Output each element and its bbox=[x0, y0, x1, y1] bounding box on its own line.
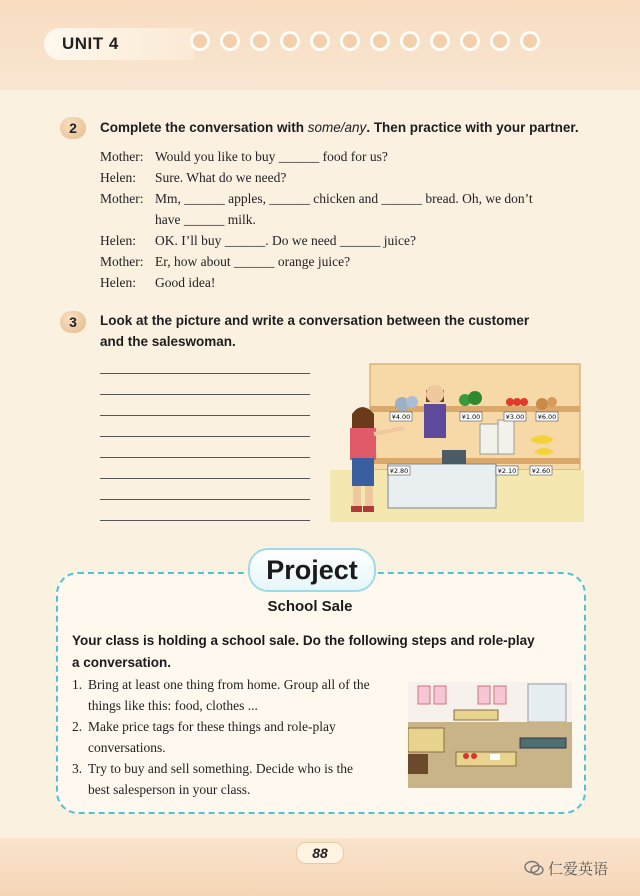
writing-line[interactable] bbox=[100, 478, 310, 479]
writing-line[interactable] bbox=[100, 499, 310, 500]
unit-title: UNIT 4 bbox=[62, 34, 119, 53]
step-item: 3. Try to buy and sell something. Decide who is the bbox=[72, 761, 353, 776]
project-intro: Your class is holding a school sale. Do the following steps and role-play a conversation. bbox=[72, 633, 535, 670]
utterance: OK. I’ll buy ______. Do we need ______ juice? bbox=[155, 233, 416, 248]
writing-line[interactable] bbox=[100, 415, 310, 416]
writing-line[interactable] bbox=[100, 457, 310, 458]
classroom-illustration bbox=[408, 682, 572, 788]
exercise-3-instruction-line1: Look at the picture and write a conversation between the customer bbox=[100, 313, 530, 328]
wechat-icon bbox=[524, 860, 544, 876]
shop-illustration bbox=[330, 362, 584, 522]
speaker: Mother: bbox=[100, 254, 144, 269]
dialogue-line bbox=[100, 146, 580, 167]
exercise-number-2: 2 bbox=[60, 117, 86, 139]
dialogue bbox=[100, 146, 580, 293]
writing-line[interactable] bbox=[100, 520, 310, 521]
writing-line[interactable] bbox=[100, 394, 310, 395]
utterance: Good idea! bbox=[155, 275, 216, 290]
project-title: Project bbox=[248, 548, 376, 592]
decorative-circles bbox=[190, 31, 540, 51]
price-tag: ¥3.00 bbox=[505, 413, 525, 421]
dialogue-line bbox=[100, 230, 580, 251]
price-tag: ¥2.60 bbox=[531, 467, 551, 475]
price-tag: ¥2.80 bbox=[389, 467, 409, 475]
exercise-2-instruction: Complete the conversation with some/any. Then practice with your partner. bbox=[100, 120, 579, 135]
price-tag: ¥6.00 bbox=[537, 413, 557, 421]
utterance: Er, how about ______ orange juice? bbox=[155, 254, 351, 269]
dialogue-line bbox=[100, 272, 580, 293]
watermark: 仁爱英语 bbox=[548, 860, 609, 878]
speaker: Helen: bbox=[100, 170, 136, 185]
project-steps: 1. Bring at least one thing from home. Group all of the things like this: food, clothes ... 2. Make price tags for these things and role-play conversations. 3. Try to buy and sell something. Decide who is the best salesperson in your class. bbox=[72, 674, 394, 800]
price-tag: ¥4.00 bbox=[391, 413, 411, 421]
dialogue-line bbox=[100, 167, 580, 188]
dialogue-line bbox=[100, 188, 580, 209]
speaker: Mother: bbox=[100, 149, 144, 164]
step-item: 2. Make price tags for these things and role-play bbox=[72, 719, 336, 734]
dialogue-line bbox=[100, 251, 580, 272]
writing-line[interactable] bbox=[100, 373, 310, 374]
writing-line[interactable] bbox=[100, 436, 310, 437]
dialogue-line bbox=[100, 209, 580, 230]
utterance: have ______ milk. bbox=[155, 212, 256, 227]
utterance: Sure. What do we need? bbox=[155, 170, 287, 185]
exercise-number-3: 3 bbox=[60, 311, 86, 333]
exercise-3-instruction-line2: and the saleswoman. bbox=[100, 334, 236, 349]
project-subtitle: School Sale bbox=[267, 598, 353, 615]
page-number: 88 bbox=[296, 842, 344, 864]
speaker: Mother: bbox=[100, 191, 144, 206]
speaker: Helen: bbox=[100, 233, 136, 248]
price-tag: ¥1.00 bbox=[461, 413, 481, 421]
step-item: 1. Bring at least one thing from home. Group all of the bbox=[72, 677, 370, 692]
utterance: Would you like to buy ______ food for us? bbox=[155, 149, 388, 164]
utterance: Mm, ______ apples, ______ chicken and ______ bread. Oh, we don’t bbox=[155, 191, 533, 206]
price-tag: ¥2.10 bbox=[497, 467, 517, 475]
speaker: Helen: bbox=[100, 275, 136, 290]
